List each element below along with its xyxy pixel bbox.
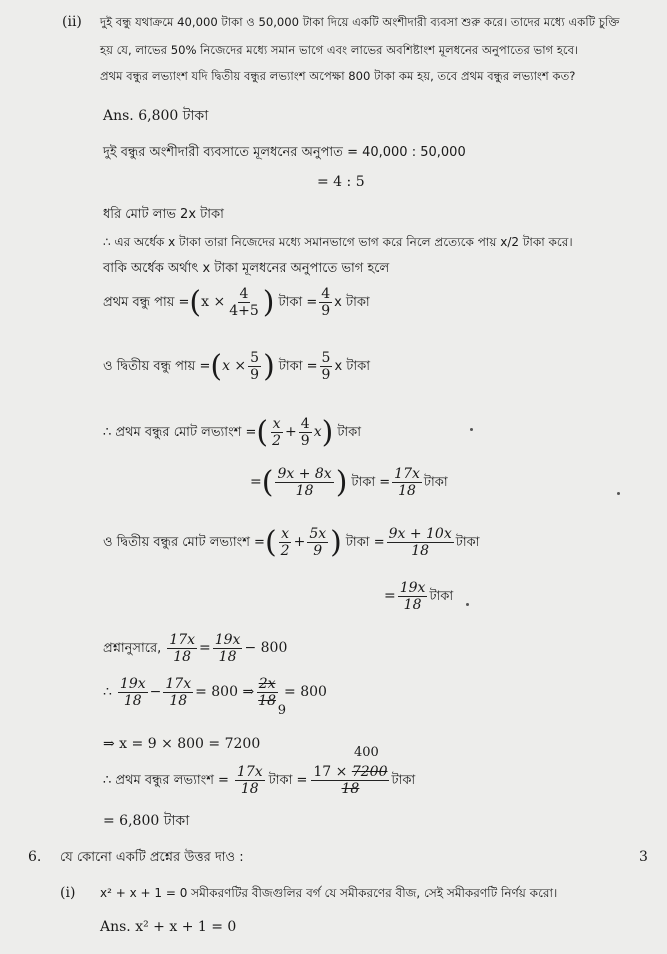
fraction bbox=[299, 416, 312, 449]
numerator: x bbox=[281, 526, 290, 542]
numerator: 5x bbox=[309, 526, 327, 542]
taka-equals: টাকা = bbox=[351, 475, 391, 490]
capital-ratio-line: দুই বন্ধুর অংশীদারী ব্যবসাতে মূলধনের অনুপাত = 40,000 : 50,000 bbox=[103, 145, 466, 160]
cancel-quotient-400: 400 bbox=[354, 745, 379, 760]
denominator: 9 bbox=[300, 433, 310, 449]
denominator: 9 bbox=[313, 543, 323, 559]
left-paren: ( bbox=[189, 284, 202, 320]
numerator-17-times: 17 × bbox=[313, 764, 348, 780]
capital-ratio-simplified: = 4 : 5 bbox=[317, 174, 365, 190]
taka: টাকা bbox=[429, 589, 454, 604]
plus-sign: + bbox=[293, 534, 306, 550]
numerator: 19x bbox=[399, 580, 426, 596]
taka: টাকা bbox=[423, 475, 448, 490]
second-gets-x-times: x × bbox=[222, 358, 247, 374]
fraction bbox=[398, 580, 428, 613]
denominator: 18 bbox=[258, 693, 277, 709]
denominator: 18 bbox=[295, 483, 314, 499]
equals-sign: = bbox=[384, 588, 396, 604]
therefore-sign: ∴ bbox=[103, 684, 112, 700]
by-question-label: প্রশ্নানুসারে, bbox=[103, 641, 162, 656]
x-value-line: ⇒ x = 9 × 800 = 7200 bbox=[103, 736, 261, 752]
question-6i-text: x² + x + 1 = 0 সমীকরণটির বীজগুলির বর্গ যে সমীকরণের বীজ, সেই সমীকরণটি নির্ণয় করো। bbox=[100, 886, 558, 900]
second-total-label: ও দ্বিতীয় বন্ধুর মোট লভ্যাংশ = bbox=[103, 535, 265, 550]
taka-equals: টাকা = bbox=[268, 773, 308, 788]
numerator: 17x bbox=[169, 632, 195, 648]
second-friend-gets-equation bbox=[103, 350, 370, 383]
question-text-line-2: হয় যে, লাভের 50% নিজেদের মধ্যে সমান ভাগে এবং লাভের অবশিষ্টাংশ মূলধনের অনুপাতের ভাগ হবে। bbox=[100, 43, 579, 57]
left-paren: ( bbox=[256, 414, 269, 450]
denominator: 2 bbox=[280, 543, 290, 559]
half-profit-line: ∴ এর অর্ধেক x টাকা তারা নিজেদের মধ্যে সমানভাগে ভাগ করে নিলে প্রত্যেকে পায় x/2 টাকা করে। bbox=[103, 235, 573, 249]
right-paren: ) bbox=[321, 414, 334, 450]
cancelled-fraction bbox=[256, 676, 287, 718]
second-friend-total-simplified bbox=[384, 580, 453, 613]
fraction bbox=[118, 676, 148, 709]
minus-sign: − bbox=[149, 684, 162, 700]
plus-sign: + bbox=[285, 424, 297, 440]
equals-sign: = bbox=[250, 474, 262, 490]
taka: টাকা bbox=[455, 535, 480, 550]
denominator: 18 bbox=[240, 781, 259, 797]
fraction bbox=[248, 350, 261, 383]
denominator: 18 bbox=[411, 543, 430, 559]
denominator: 18 bbox=[398, 483, 416, 499]
denominator: 18 bbox=[169, 693, 188, 709]
second-gets-label: ও দ্বিতীয় বন্ধু পায় = bbox=[103, 359, 211, 374]
numerator: 5 bbox=[250, 350, 260, 366]
x-taka: x টাকা bbox=[334, 359, 371, 374]
numerator: 2x bbox=[258, 676, 276, 692]
fraction bbox=[213, 632, 243, 665]
numerator: 4 bbox=[300, 416, 310, 432]
equals-800: = 800 bbox=[284, 684, 327, 700]
equals-800-implies: = 800 ⇒ bbox=[195, 684, 255, 700]
fraction bbox=[227, 286, 261, 319]
question-number-6: 6. bbox=[28, 849, 42, 865]
remaining-half-line: বাকি অর্ধেক অর্থাৎ x টাকা মূলধনের অনুপাতে ভাগ হলে bbox=[103, 261, 390, 276]
question-6-prompt: যে কোনো একটি প্রশ্নের উত্তর দাও : bbox=[60, 850, 244, 865]
numerator: 5 bbox=[321, 350, 331, 366]
right-paren: ) bbox=[263, 348, 275, 384]
difference-equation bbox=[103, 676, 327, 718]
answer-6i: Ans. x² + x + 1 = 0 bbox=[100, 919, 237, 935]
first-total-label: ∴ প্রথম বন্ধুর মোট লভ্যাংশ = bbox=[103, 425, 257, 440]
fraction bbox=[392, 466, 422, 499]
taka-equals: টাকা = bbox=[345, 535, 385, 550]
fraction bbox=[270, 416, 283, 449]
question-label-ii: (ii) bbox=[62, 14, 82, 30]
denominator: 18 bbox=[341, 781, 360, 797]
right-paren: ) bbox=[262, 284, 275, 320]
fraction bbox=[235, 764, 265, 797]
taka-equals: টাকা = bbox=[278, 359, 318, 374]
question-label-6i: (i) bbox=[60, 885, 76, 901]
answer-ii: Ans. 6,800 টাকা bbox=[103, 108, 209, 124]
scan-speck bbox=[466, 603, 469, 606]
final-answer: = 6,800 টাকা bbox=[103, 813, 190, 829]
fraction bbox=[279, 526, 292, 559]
x-taka: x টাকা bbox=[334, 295, 370, 310]
scan-speck bbox=[617, 492, 620, 495]
first-friend-total-simplified bbox=[250, 466, 448, 499]
first-friend-total-equation bbox=[103, 416, 361, 449]
fraction bbox=[387, 526, 454, 559]
numerator: 9x + 10x bbox=[388, 526, 452, 542]
fraction bbox=[275, 466, 333, 499]
numerator: 17x bbox=[165, 676, 192, 692]
second-friend-total-equation bbox=[103, 526, 479, 559]
numerator: 19x bbox=[119, 676, 146, 692]
first-gets-label: প্রথম বন্ধু পায় = bbox=[103, 295, 190, 310]
denominator: 9 bbox=[321, 367, 331, 383]
first-friend-share-equation bbox=[103, 764, 415, 797]
denominator: 18 bbox=[123, 693, 142, 709]
denominator: 9 bbox=[250, 367, 260, 383]
fraction bbox=[319, 286, 332, 319]
denominator: 18 bbox=[218, 649, 237, 665]
numerator bbox=[311, 764, 389, 781]
assumption-line: ধরি মোট লাভ 2x টাকা bbox=[103, 207, 224, 222]
taka: টাকা bbox=[337, 425, 362, 440]
minus-800: − 800 bbox=[244, 640, 288, 656]
denominator: 18 bbox=[173, 649, 192, 665]
left-paren: ( bbox=[264, 524, 277, 560]
right-paren: ) bbox=[330, 524, 342, 560]
taka: টাকা bbox=[391, 773, 416, 788]
numerator: 17x bbox=[394, 466, 420, 482]
denominator: 2 bbox=[272, 433, 282, 449]
reduced-denominator: 9 bbox=[277, 703, 287, 718]
question-text-line-3: প্রথম বন্ধুর লভ্যাংশ যদি দ্বিতীয় বন্ধুর লভ্যাংশ অপেক্ষা 800 টাকা কম হয়, তবে প্রথম বন্ধুর লভ্যাংশ কত? bbox=[100, 69, 576, 83]
right-paren: ) bbox=[335, 464, 348, 500]
cancelled-7200: 7200 bbox=[351, 764, 388, 780]
first-gets-x-times: x × bbox=[201, 294, 226, 310]
question-text-line-1: দুই বন্ধু যথাক্রমে 40,000 টাকা ও 50,000 টাকা দিয়ে একটি অংশীদারী ব্যবসা শুরু করে। তাদের মধ্যে একটি চুক্তি bbox=[100, 15, 620, 29]
denominator: 18 bbox=[403, 597, 422, 613]
scan-speck bbox=[470, 428, 473, 431]
denominator: 4+5 bbox=[229, 303, 259, 319]
fraction bbox=[307, 526, 328, 559]
numerator: 9x + 8x bbox=[277, 466, 332, 482]
numerator: x bbox=[272, 416, 281, 432]
numerator: 19x bbox=[214, 632, 241, 648]
numerator: 4 bbox=[321, 286, 331, 302]
equals-sign: = bbox=[199, 640, 211, 656]
fraction bbox=[320, 350, 333, 383]
cancelled-fraction bbox=[311, 764, 389, 797]
numerator: 17x bbox=[236, 764, 263, 780]
taka-equals: টাকা = bbox=[278, 295, 318, 310]
question-6-marks: 3 bbox=[639, 849, 648, 865]
fraction bbox=[163, 676, 193, 709]
left-paren: ( bbox=[261, 464, 274, 500]
left-paren: ( bbox=[210, 348, 223, 384]
first-friend-gets-equation bbox=[103, 286, 370, 319]
denominator: 9 bbox=[321, 303, 331, 319]
by-question-equation bbox=[103, 632, 287, 665]
first-share-label: ∴ প্রথম বন্ধুর লভ্যাংশ = bbox=[103, 773, 229, 788]
x-variable: x bbox=[313, 424, 322, 440]
numerator: 4 bbox=[239, 286, 249, 302]
fraction bbox=[167, 632, 197, 665]
